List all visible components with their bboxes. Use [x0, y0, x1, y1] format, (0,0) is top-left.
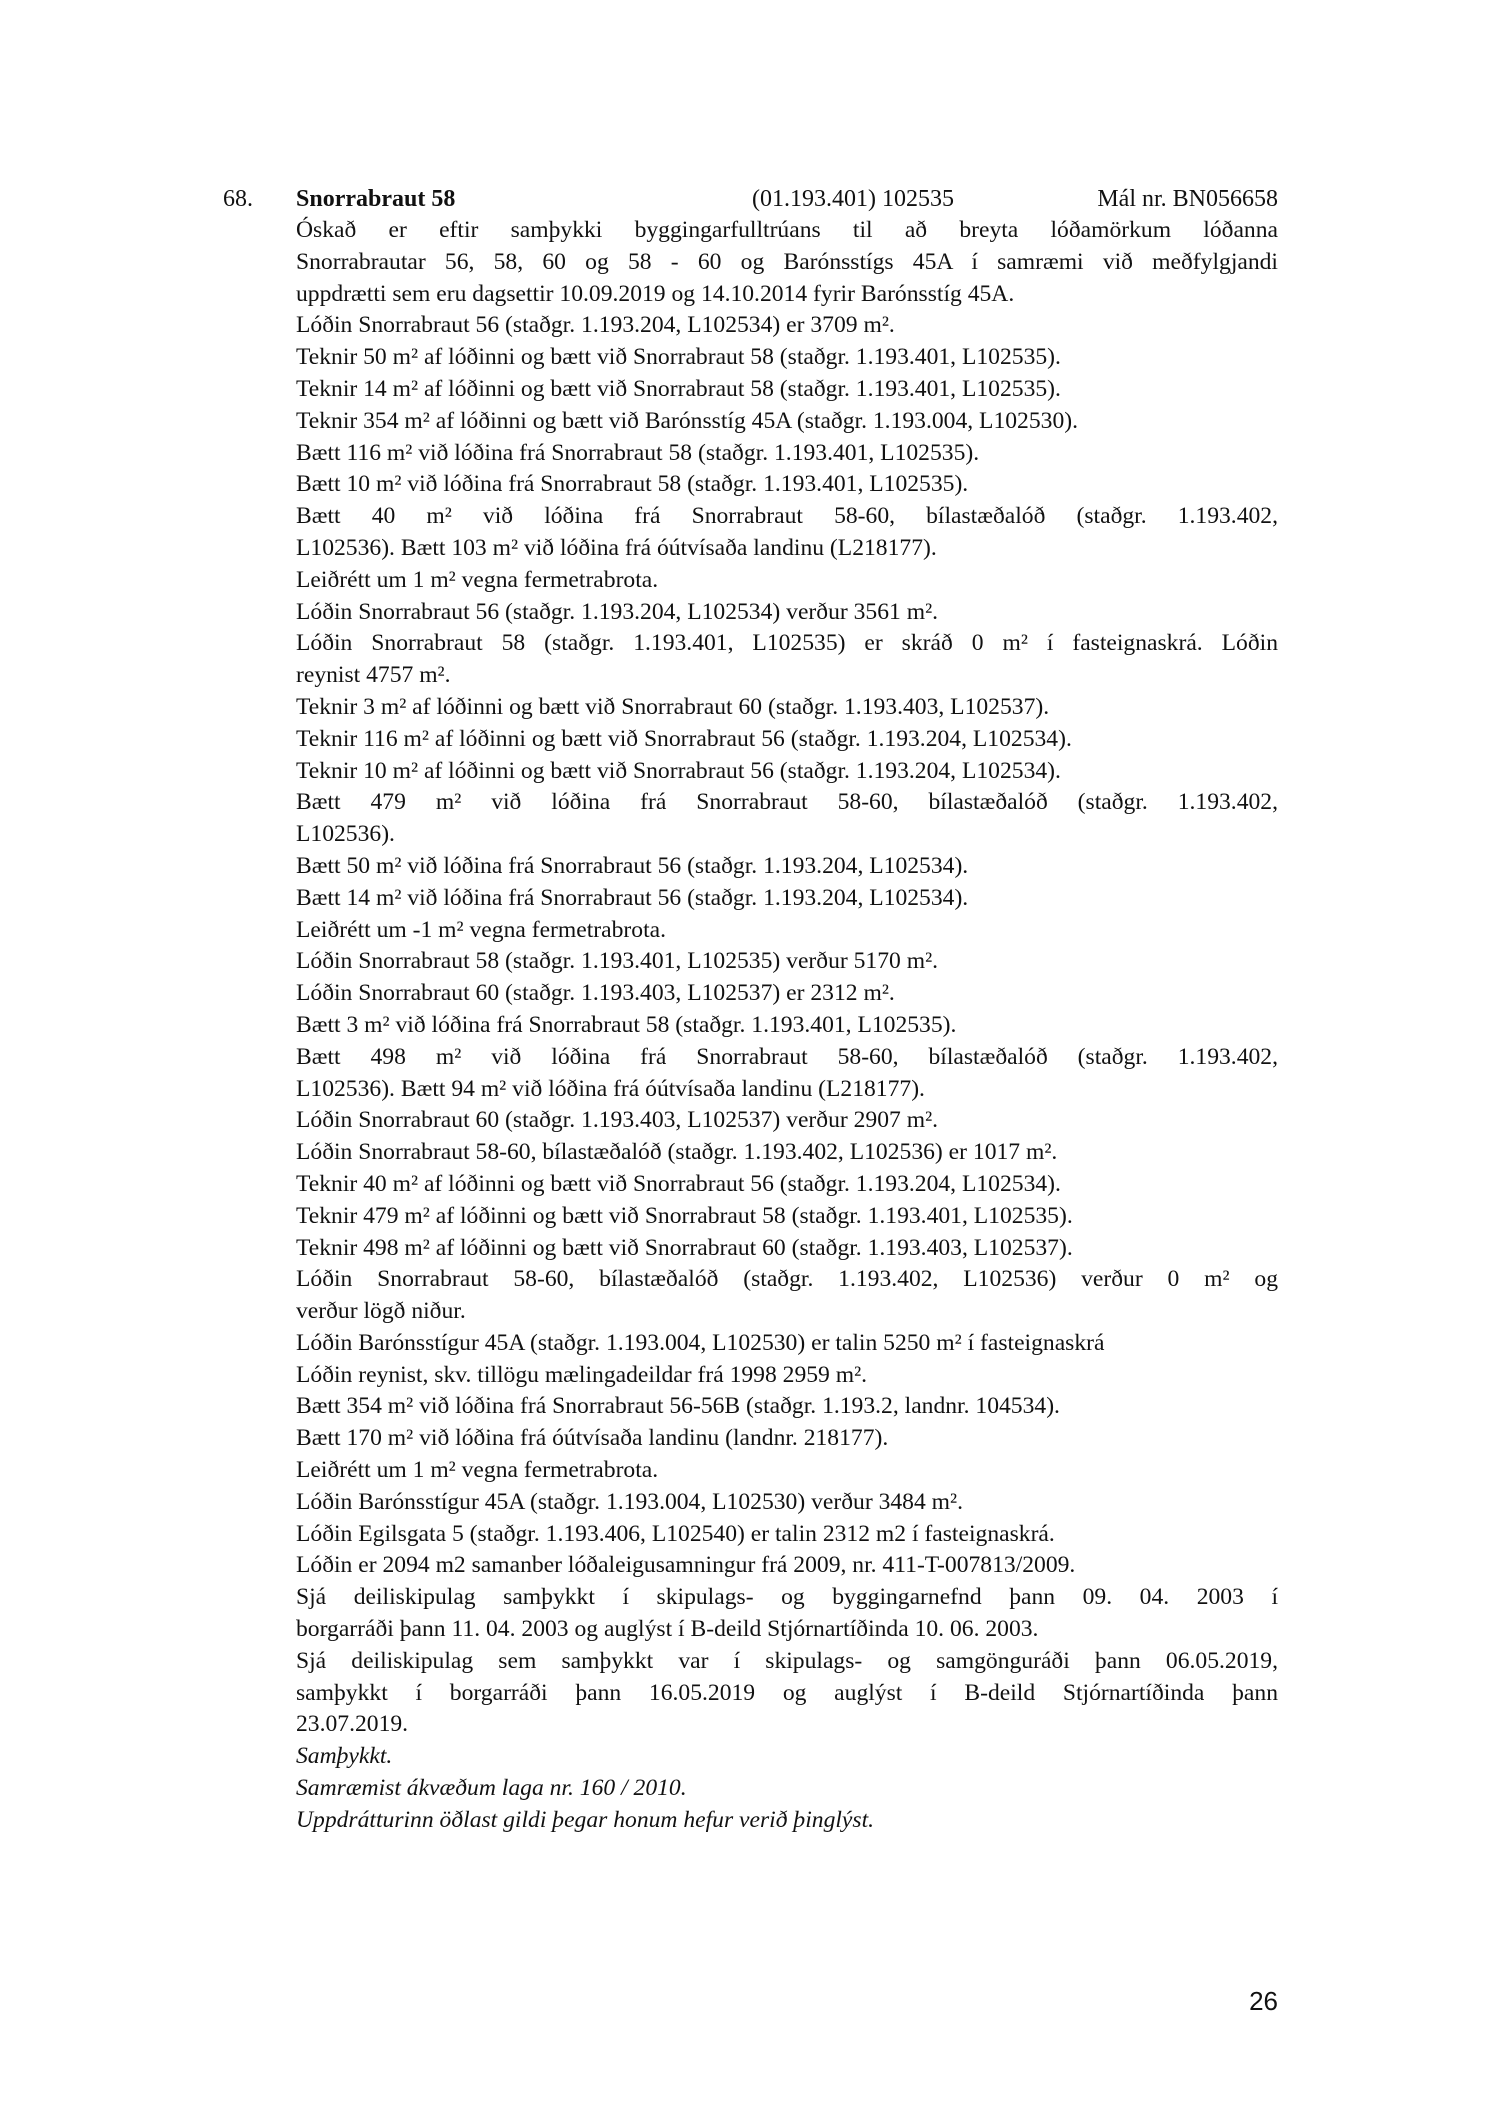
- text-line: Teknir 14 m² af lóðinni og bætt við Snorrabraut 58 (staðgr. 1.193.401, L102535).: [296, 375, 1061, 402]
- text-line: Leiðrétt um 1 m² vegna fermetrabrota.: [296, 1457, 659, 1484]
- text-line: Lóðin Snorrabraut 58-60, bílastæðalóð (staðgr. 1.193.402, L102536) er 1017 m².: [296, 1139, 1058, 1166]
- case-number: Mál nr. BN056658: [1097, 186, 1278, 212]
- page-number: 26: [1249, 1986, 1278, 2016]
- text-line: Bætt 354 m² við lóðina frá Snorrabraut 56-56B (staðgr. 1.193.2, landnr. 104534).: [296, 1393, 1060, 1420]
- text-line: Bætt 116 m² við lóðina frá Snorrabraut 58 (staðgr. 1.193.401, L102535).: [296, 439, 980, 466]
- text-line: samþykkt í borgarráði þann 16.05.2019 og auglýst í B-deild Stjórnartíðinda þann: [296, 1679, 1278, 1706]
- text-line: Lóðin Egilsgata 5 (staðgr. 1.193.406, L102540) er talin 2312 m2 í fasteignaskrá.: [296, 1520, 1055, 1547]
- legal-compliance-text: Samræmist ákvæðum laga nr. 160 / 2010.: [296, 1775, 687, 1802]
- text-line: uppdrætti sem eru dagsettir 10.09.2019 og 14.10.2014 fyrir Barónsstíg 45A.: [296, 280, 1015, 307]
- text-line: Bætt 40 m² við lóðina frá Snorrabraut 58-60, bílastæðalóð (staðgr. 1.193.402,: [296, 503, 1278, 530]
- text-line: L102536). Bætt 94 m² við lóðina frá óútvísaða landinu (L218177).: [296, 1075, 925, 1102]
- text-line: Lóðin Snorrabraut 60 (staðgr. 1.193.403, L102537) er 2312 m².: [296, 980, 895, 1007]
- plot-reference: (01.193.401) 102535: [752, 186, 954, 212]
- validity-note: Uppdrátturinn öðlast gildi þegar honum hefur verið þinglýst.: [296, 1806, 875, 1833]
- text-line: Teknir 116 m² af lóðinni og bætt við Snorrabraut 56 (staðgr. 1.193.204, L102534).: [296, 725, 1072, 752]
- item-heading: [296, 183, 1278, 215]
- item-number: 68.: [223, 186, 253, 212]
- text-line: Lóðin Snorrabraut 58 (staðgr. 1.193.401, L102535) verður 5170 m².: [296, 948, 939, 975]
- text-line: Sjá deiliskipulag sem samþykkt var í skipulags- og samgönguráði þann 06.05.2019,: [296, 1647, 1278, 1674]
- text-line: Snorrabrautar 56, 58, 60 og 58 - 60 og Barónsstígs 45A í samræmi við meðfylgjandi: [296, 248, 1278, 275]
- text-line: Lóðin Snorrabraut 58-60, bílastæðalóð (staðgr. 1.193.402, L102536) verður 0 m² og: [296, 1266, 1278, 1293]
- text-line: Lóðin Snorrabraut 56 (staðgr. 1.193.204, L102534) er 3709 m².: [296, 312, 895, 339]
- text-line: Lóðin Snorrabraut 58 (staðgr. 1.193.401, L102535) er skráð 0 m² í fasteignaskrá. Lóðin: [296, 630, 1278, 657]
- text-line: Lóðin Barónsstígur 45A (staðgr. 1.193.004, L102530) er talin 5250 m² í fasteignaskrá: [296, 1329, 1105, 1356]
- item-body: [296, 215, 1278, 1837]
- text-line: Óskað er eftir samþykki byggingarfulltrúans til að breyta lóðamörkum lóðanna: [296, 217, 1278, 243]
- text-line: Teknir 3 m² af lóðinni og bætt við Snorrabraut 60 (staðgr. 1.193.403, L102537).: [296, 693, 1050, 720]
- text-line: Teknir 479 m² af lóðinni og bætt við Snorrabraut 58 (staðgr. 1.193.401, L102535).: [296, 1202, 1073, 1229]
- text-line: borgarráði þann 11. 04. 2003 og auglýst í B-deild Stjórnartíðinda 10. 06. 2003.: [296, 1616, 1039, 1643]
- text-line: Sjá deiliskipulag samþykkt í skipulags- og byggingarnefnd þann 09. 04. 2003 í: [296, 1584, 1278, 1611]
- text-line: Teknir 10 m² af lóðinni og bætt við Snorrabraut 56 (staðgr. 1.193.204, L102534).: [296, 757, 1061, 784]
- text-line: Lóðin Snorrabraut 60 (staðgr. 1.193.403, L102537) verður 2907 m².: [296, 1107, 939, 1134]
- text-line: Bætt 479 m² við lóðina frá Snorrabraut 58-60, bílastæðalóð (staðgr. 1.193.402,: [296, 789, 1278, 816]
- text-line: Lóðin er 2094 m2 samanber lóðaleigusamningur frá 2009, nr. 411-T-007813/2009.: [296, 1552, 1076, 1579]
- text-line: Bætt 170 m² við lóðina frá óútvísaða landinu (landnr. 218177).: [296, 1425, 889, 1452]
- text-line: Teknir 498 m² af lóðinni og bætt við Snorrabraut 60 (staðgr. 1.193.403, L102537).: [296, 1234, 1073, 1261]
- decision-text: Samþykkt.: [296, 1743, 393, 1770]
- text-line: Lóðin reynist, skv. tillögu mælingadeildar frá 1998 2959 m².: [296, 1361, 868, 1388]
- text-line: Lóðin Barónsstígur 45A (staðgr. 1.193.004, L102530) verður 3484 m².: [296, 1488, 963, 1515]
- text-line: Teknir 354 m² af lóðinni og bætt við Barónsstíg 45A (staðgr. 1.193.004, L102530).: [296, 407, 1079, 434]
- text-line: reynist 4757 m².: [296, 662, 451, 689]
- text-line: 23.07.2019.: [296, 1711, 409, 1738]
- text-line: Bætt 498 m² við lóðina frá Snorrabraut 58-60, bílastæðalóð (staðgr. 1.193.402,: [296, 1043, 1278, 1070]
- text-line: Lóðin Snorrabraut 56 (staðgr. 1.193.204, L102534) verður 3561 m².: [296, 598, 939, 625]
- item-title: Snorrabraut 58: [296, 186, 456, 212]
- text-line: L102536). Bætt 103 m² við lóðina frá óútvísaða landinu (L218177).: [296, 534, 937, 561]
- text-line: L102536).: [296, 821, 395, 848]
- text-line: Bætt 10 m² við lóðina frá Snorrabraut 58 (staðgr. 1.193.401, L102535).: [296, 471, 969, 498]
- text-line: Bætt 50 m² við lóðina frá Snorrabraut 56 (staðgr. 1.193.204, L102534).: [296, 852, 969, 879]
- text-line: Leiðrétt um 1 m² vegna fermetrabrota.: [296, 566, 659, 593]
- text-line: Bætt 14 m² við lóðina frá Snorrabraut 56 (staðgr. 1.193.204, L102534).: [296, 884, 969, 911]
- text-line: Teknir 40 m² af lóðinni og bætt við Snorrabraut 56 (staðgr. 1.193.204, L102534).: [296, 1170, 1061, 1197]
- text-line: Teknir 50 m² af lóðinni og bætt við Snorrabraut 58 (staðgr. 1.193.401, L102535).: [296, 344, 1061, 371]
- text-line: Bætt 3 m² við lóðina frá Snorrabraut 58 (staðgr. 1.193.401, L102535).: [296, 1011, 957, 1038]
- text-line: verður lögð niður.: [296, 1298, 466, 1325]
- text-line: Leiðrétt um -1 m² vegna fermetrabrota.: [296, 916, 667, 943]
